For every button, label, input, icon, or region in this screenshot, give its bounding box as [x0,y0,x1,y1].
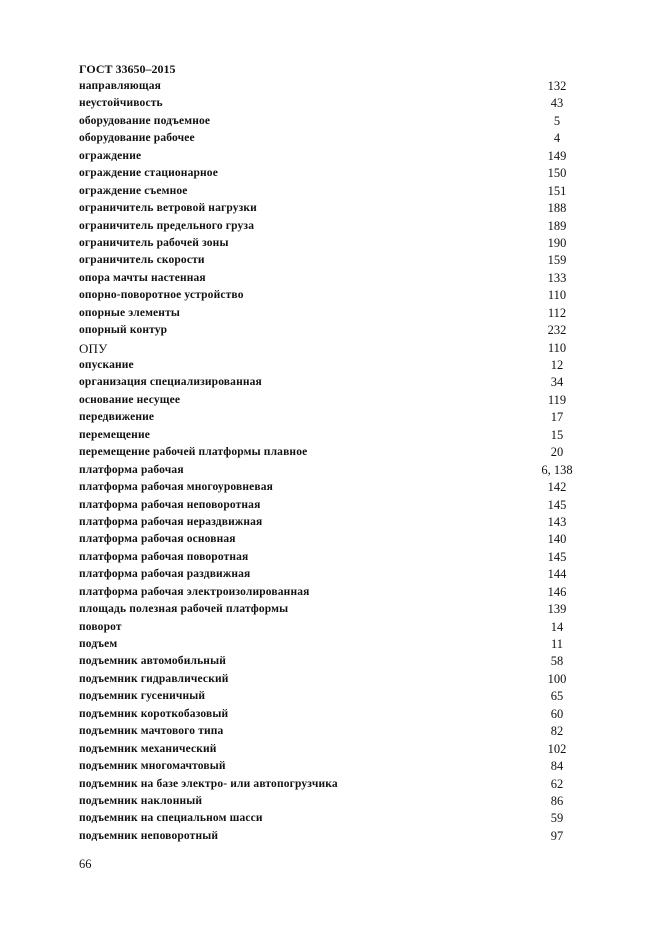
index-term: подъем [79,638,118,650]
index-term: подъемник мачтового типа [79,725,224,738]
index-term: площадь полезная рабочей платформы [79,603,289,616]
page-number: 66 [79,857,92,871]
index-page-ref: 12 [550,358,564,372]
index-term: платформа рабочая [79,463,184,476]
index-term: подъемник гидравлический [79,672,229,685]
index-term: платформа рабочая неповоротная [79,498,261,511]
index-term: ограждение стационарное [79,167,218,180]
index-term: подъемник на базе электро- или автопогрузчика [79,777,338,790]
index-row [79,758,599,775]
index-term: ограничитель ветровой нагрузки [79,202,257,215]
index-term: опора мачты настенная [79,271,206,284]
index-term: основание несущее [79,393,181,406]
index-row [79,601,599,618]
index-row [79,95,599,112]
index-row [79,252,599,269]
index-term: подъемник многомачтовый [79,760,226,773]
index-row [79,723,599,740]
index-term: подъемник наклонный [79,794,203,807]
index-term: ограничитель рабочей зоны [79,236,229,249]
index-page-ref: 144 [547,567,567,582]
index-page-ref: 110 [547,340,567,355]
index-term: опорные элементы [79,306,181,319]
index-term: платформа рабочая основная [79,533,236,546]
index-row [79,165,599,182]
index-term: поворот [79,620,122,633]
index-page-ref: 43 [550,96,564,111]
index-row [79,549,599,566]
term-index [79,78,599,845]
index-term: оборудование подъемное [79,114,211,127]
index-page-ref: 146 [547,584,567,599]
index-row [79,793,599,810]
index-term: подъемник на специальном шасси [79,812,263,825]
index-term: подъемник короткобазовый [79,707,229,720]
index-row [79,392,599,409]
index-row [79,584,599,601]
index-page-ref: 14 [550,619,564,634]
index-page-ref: 62 [550,776,564,791]
index-term: подъемник автомобильный [79,655,226,668]
index-row [79,619,599,636]
index-page-ref: 145 [547,549,567,564]
index-term: подъемник неповоротный [79,829,219,842]
index-row [79,183,599,200]
index-term: ОПУ [79,340,108,356]
index-page-ref: 100 [547,671,567,686]
index-term: передвижение [79,411,155,424]
index-term: ограничитель предельного груза [79,219,255,232]
index-page-ref: 232 [547,323,567,338]
index-page-ref: 190 [547,235,567,250]
index-row [79,566,599,583]
index-row [79,270,599,287]
index-page-ref: 142 [547,480,567,495]
index-term: опускание [79,359,134,371]
index-row [79,218,599,235]
document-header: ГОСТ 33650–2015 [79,62,176,76]
index-row [79,287,599,304]
index-row [79,741,599,758]
index-page-ref: 145 [547,497,567,512]
index-page-ref: 140 [547,532,567,547]
index-term: платформа рабочая многоуровневая [79,481,274,494]
index-row [79,531,599,548]
index-term: платформа рабочая электроизолированная [79,585,310,598]
index-row [79,340,599,357]
index-page-ref: 5 [553,113,561,128]
index-row [79,497,599,514]
index-row [79,671,599,688]
index-page-ref: 59 [550,811,564,826]
index-row [79,305,599,322]
index-term: ограничитель скорости [79,254,205,267]
index-page-ref: 60 [550,706,564,721]
index-term: направляющая [79,80,161,92]
index-page-ref: 4 [553,131,561,146]
index-page-ref: 110 [547,288,567,303]
index-page-ref: 86 [550,793,564,808]
index-page-ref: 97 [550,828,564,843]
index-row [79,200,599,217]
index-row [79,322,599,339]
index-row [79,427,599,444]
index-term: подъемник механический [79,742,217,755]
index-page-ref: 84 [550,759,564,774]
index-page-ref: 139 [547,602,567,617]
index-row [79,706,599,723]
index-term: подъемник гусеничный [79,690,206,703]
index-row [79,462,599,479]
index-page-ref: 34 [550,375,564,390]
index-row [79,130,599,147]
index-page-ref: 20 [550,445,564,460]
index-row [79,688,599,705]
index-page-ref: 119 [547,392,567,407]
index-term: платформа рабочая нераздвижная [79,515,263,528]
index-page-ref: 11 [550,637,564,651]
index-page-ref: 150 [547,166,567,181]
index-row [79,78,599,95]
index-term: неустойчивость [79,97,163,110]
index-term: платформа рабочая раздвижная [79,568,251,581]
index-row [79,810,599,827]
index-page-ref: 143 [547,514,567,529]
index-row [79,636,599,653]
index-row [79,148,599,165]
index-term: ограждение [79,149,142,162]
index-row [79,374,599,391]
index-row [79,409,599,426]
index-page-ref: 132 [547,79,567,93]
index-term: ограждение съемное [79,184,188,197]
index-page-ref: 58 [550,654,564,669]
index-page-ref: 149 [547,148,567,163]
index-row [79,357,599,374]
index-term: оборудование рабочее [79,132,195,145]
index-page-ref: 102 [547,741,567,756]
index-row [79,514,599,531]
index-term: опорно-поворотное устройство [79,289,244,302]
index-term: опорный контур [79,324,168,337]
index-page-ref: 15 [550,427,564,442]
index-term: платформа рабочая поворотная [79,550,249,563]
index-page-ref: 65 [550,689,564,704]
index-page-ref: 151 [547,183,567,198]
index-term: перемещение рабочей платформы плавное [79,446,308,459]
index-page-ref: 6, 138 [541,462,573,477]
index-page-ref: 133 [547,270,567,285]
index-page-ref: 188 [547,201,567,216]
index-row [79,113,599,130]
index-row [79,444,599,461]
index-row [79,235,599,252]
index-row [79,776,599,793]
index-term: перемещение [79,428,150,441]
index-page-ref: 159 [547,253,567,268]
index-term: организация специализированная [79,376,262,389]
index-row [79,479,599,496]
index-page-ref: 17 [550,410,564,425]
index-page-ref: 189 [547,218,567,233]
index-row [79,828,599,845]
index-row [79,653,599,670]
index-page-ref: 112 [547,305,567,320]
index-page-ref: 82 [550,724,564,739]
